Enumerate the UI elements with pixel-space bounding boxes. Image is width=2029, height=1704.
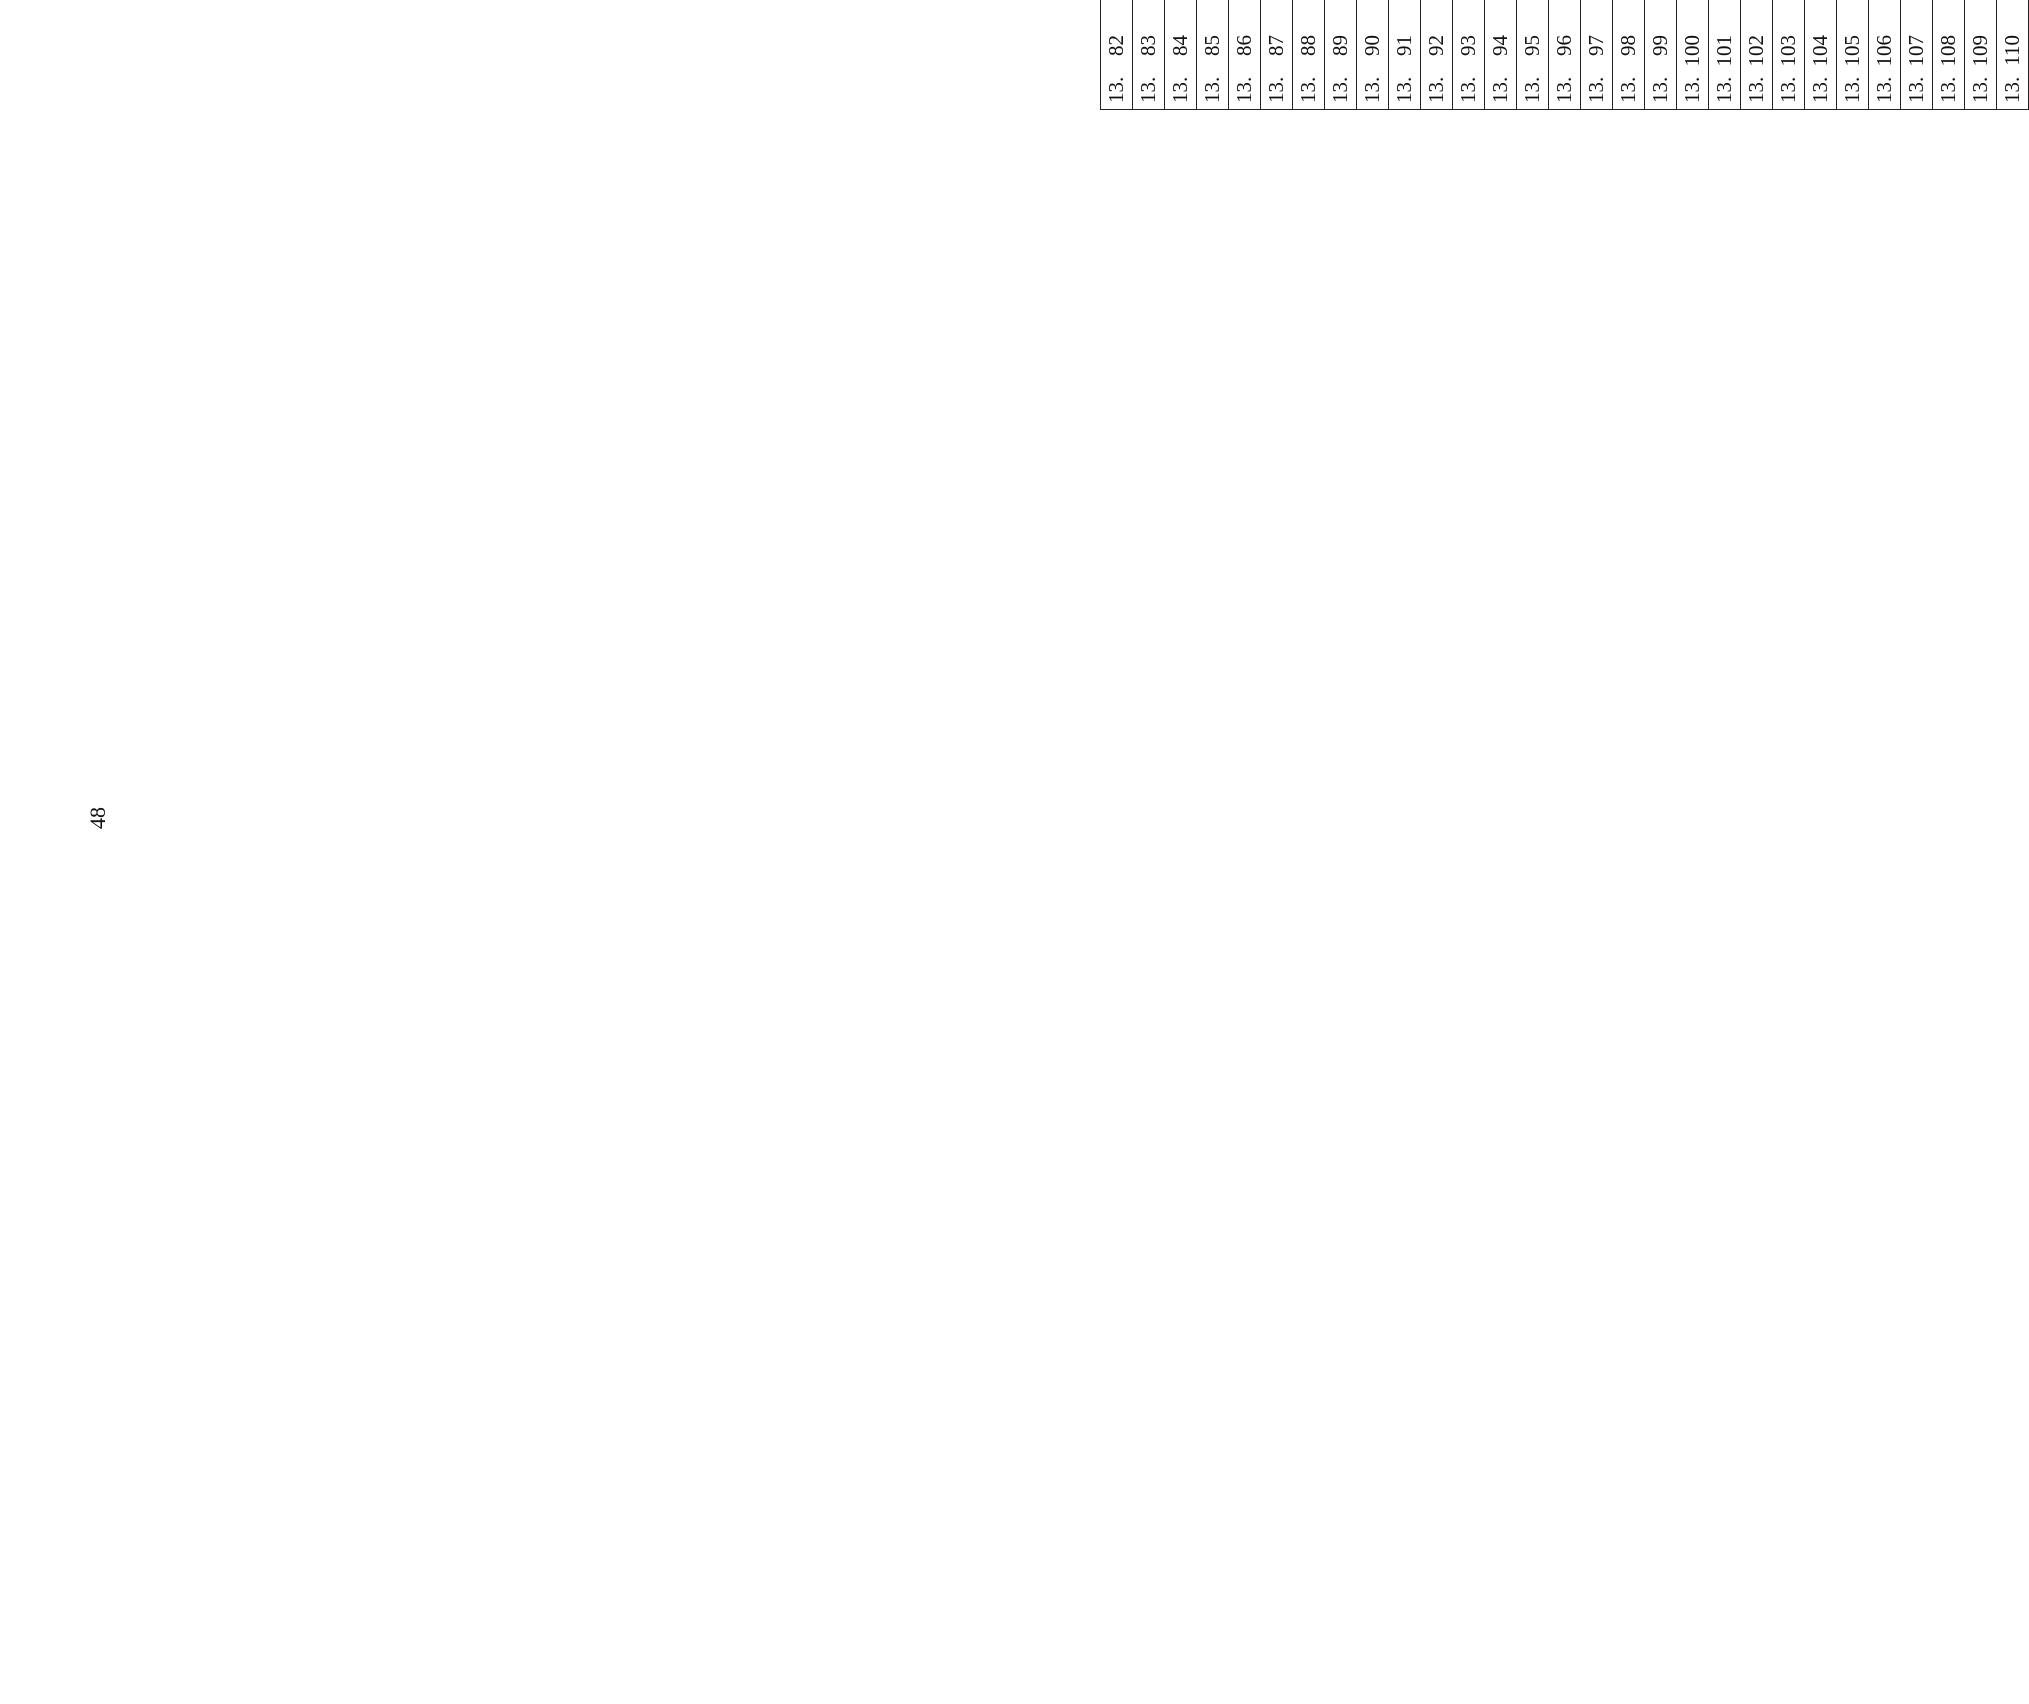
row-number-cell [1869,0,1901,110]
row-index: 98 [1616,35,1640,56]
row-number-cell [1581,0,1613,110]
row-section: 13. [1392,76,1416,103]
row-index: 96 [1552,35,1576,56]
table-row [1901,0,1933,110]
row-section: 13. [1296,76,1320,103]
page-number: 48 [85,807,110,829]
row-section: 13. [1680,76,1704,103]
row-section: 13. [1328,76,1352,103]
row-number-cell [1645,0,1677,110]
row-index: 92 [1424,35,1448,56]
table-row [1965,0,1997,110]
row-section: 13. [1456,76,1480,103]
row-index: 87 [1264,35,1288,56]
table-row [1357,0,1389,110]
table-row [1709,0,1741,110]
row-section: 13. [1104,76,1128,103]
row-number-cell [1709,0,1741,110]
row-index: 100 [1680,35,1704,67]
row-number-cell [1613,0,1645,110]
row-index: 91 [1392,35,1416,56]
row-section: 13. [1360,76,1384,103]
row-index: 82 [1104,35,1128,56]
row-number-cell [1101,0,1133,110]
row-number-cell [1229,0,1261,110]
table-row [1613,0,1645,110]
row-number-cell [1773,0,1805,110]
row-index: 105 [1840,35,1864,67]
row-number-cell [1357,0,1389,110]
table-row [1805,0,1837,110]
row-number-cell [1453,0,1485,110]
row-number-cell [1165,0,1197,110]
table-row [1197,0,1229,110]
table-row [1485,0,1517,110]
row-index: 108 [1936,35,1960,67]
table-row [1773,0,1805,110]
row-section: 13. [1200,76,1224,103]
row-index: 94 [1488,35,1512,56]
row-index: 83 [1136,35,1160,56]
table-row [1997,0,2029,110]
table-row [1421,0,1453,110]
table-row [1517,0,1549,110]
table-row [1389,0,1421,110]
row-section: 13. [1712,76,1736,103]
row-section: 13. [1552,76,1576,103]
row-number-cell [1293,0,1325,110]
row-index: 97 [1584,35,1608,56]
row-index: 110 [2000,35,2024,66]
row-number-cell [1901,0,1933,110]
table-row [1581,0,1613,110]
row-index: 109 [1968,35,1992,67]
row-index: 101 [1712,35,1736,67]
row-number-cell [1933,0,1965,110]
row-number-cell [1517,0,1549,110]
row-number-cell [1133,0,1165,110]
row-section: 13. [1616,76,1640,103]
row-number-cell [1197,0,1229,110]
row-number-cell [1805,0,1837,110]
row-number-cell [1837,0,1869,110]
row-number-cell [1261,0,1293,110]
row-section: 13. [1424,76,1448,103]
row-number-cell [1549,0,1581,110]
row-section: 13. [1520,76,1544,103]
row-index: 90 [1360,35,1384,56]
row-section: 13. [1264,76,1288,103]
row-section: 13. [1904,76,1928,103]
row-number-cell [1677,0,1709,110]
row-number-cell [1389,0,1421,110]
row-index: 88 [1296,35,1320,56]
row-number-cell [1965,0,1997,110]
table-row [1741,0,1773,110]
row-section: 13. [1840,76,1864,103]
table-row [1293,0,1325,110]
row-section: 13. [1744,76,1768,103]
settlements-table-frame [1100,0,2029,110]
row-section: 13. [1776,76,1800,103]
row-index: 106 [1872,35,1896,67]
row-number-cell [1741,0,1773,110]
row-number-cell [1485,0,1517,110]
table-row [1229,0,1261,110]
row-number-cell [1421,0,1453,110]
row-section: 13. [1968,76,1992,103]
row-section: 13. [1936,76,1960,103]
row-section: 13. [1488,76,1512,103]
row-section: 13. [1136,76,1160,103]
table-row [1869,0,1901,110]
table-row [1165,0,1197,110]
table-row [1261,0,1293,110]
settlements-table [1100,0,2029,110]
row-section: 13. [1872,76,1896,103]
row-section: 13. [1808,76,1832,103]
table-row [1101,0,1133,110]
table-row [1645,0,1677,110]
row-section: 13. [2000,76,2024,103]
row-index: 95 [1520,35,1544,56]
table-row [1837,0,1869,110]
row-index: 99 [1648,35,1672,56]
row-index: 102 [1744,35,1768,67]
row-index: 103 [1776,35,1800,67]
row-section: 13. [1168,76,1192,103]
table-row [1325,0,1357,110]
row-section: 13. [1584,76,1608,103]
row-index: 86 [1232,35,1256,56]
row-index: 93 [1456,35,1480,56]
table-row [1549,0,1581,110]
row-index: 85 [1200,35,1224,56]
row-index: 104 [1808,35,1832,67]
table-row [1453,0,1485,110]
row-index: 107 [1904,35,1928,67]
table-row [1677,0,1709,110]
row-number-cell [1997,0,2029,110]
row-section: 13. [1232,76,1256,103]
table-row [1133,0,1165,110]
table-row [1933,0,1965,110]
row-index: 89 [1328,35,1352,56]
row-index: 84 [1168,35,1192,56]
row-section: 13. [1648,76,1672,103]
settlements-table-body [1101,0,2029,110]
row-number-cell [1325,0,1357,110]
